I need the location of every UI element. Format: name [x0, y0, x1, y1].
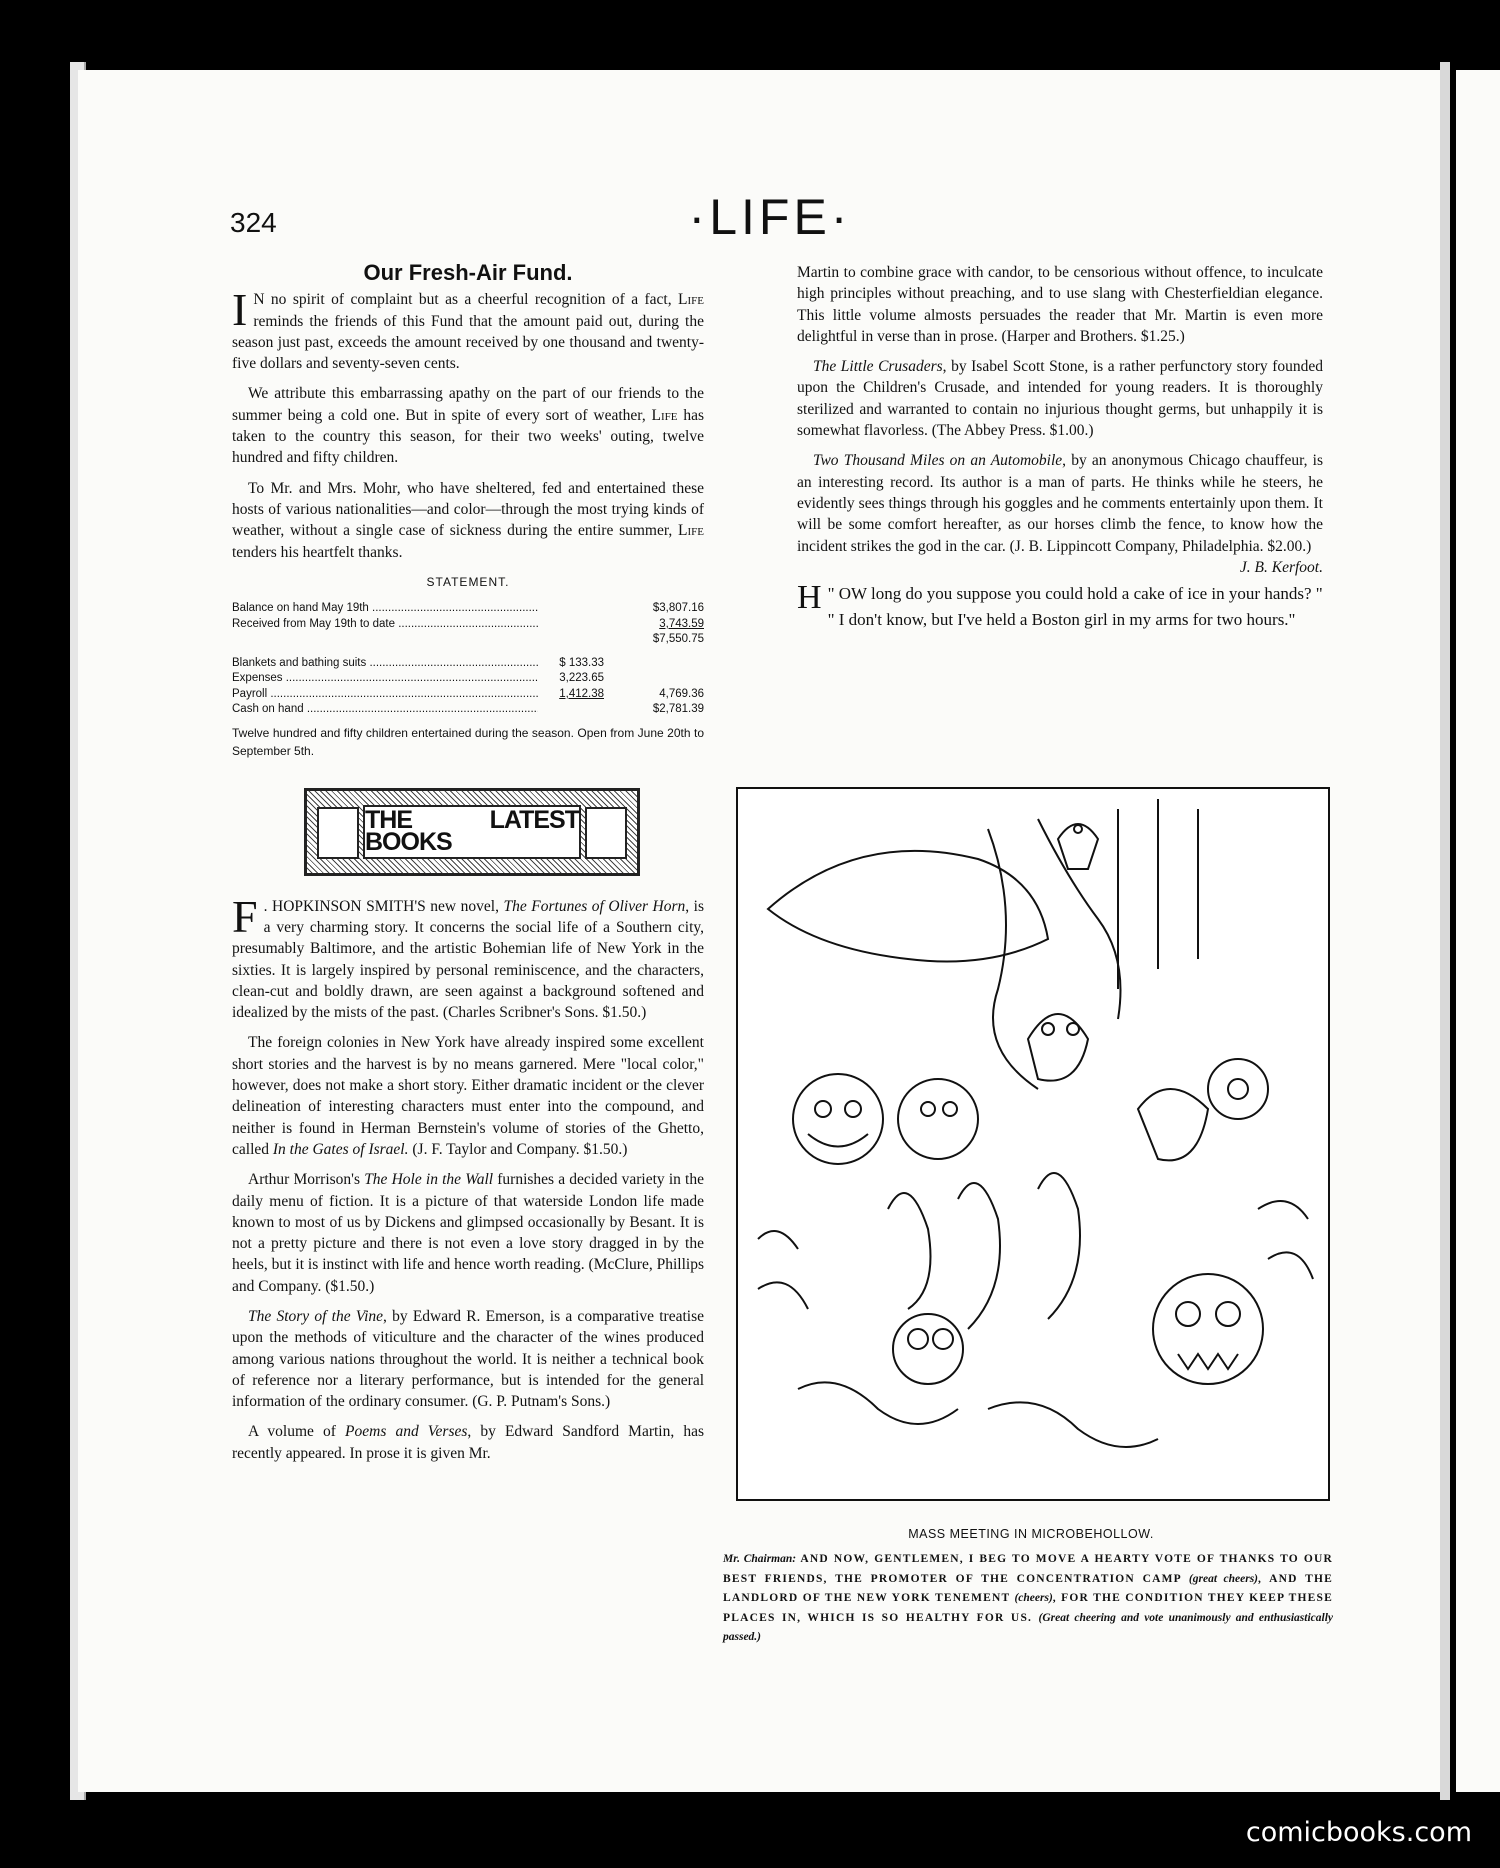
joke-question	[797, 578, 1323, 616]
text: , is a very charming story. It concerns the social life of a Southern city, presumably Baltimore, and the artistic Bohemian life of New York in the sixties. It is largely inspired by personal reminiscence, and the characters, clean-cut and boldly drawn, are seen against a background softened and idealized by the mists of the past. (Charles Scribner's Sons. $1.50.)	[232, 897, 704, 1022]
book-title: In the Gates of Israel.	[272, 1140, 409, 1158]
ledger-amount: 3,223.65	[559, 672, 604, 685]
statement-note: Twelve hundred and fifty children entertained during the season. Open from June 20th to September 5th.	[232, 725, 704, 758]
watermark: comicbooks.com	[1245, 1817, 1472, 1848]
joke	[797, 578, 1323, 631]
speaker: Mr. Chairman:	[723, 1553, 797, 1565]
latest-books-banner	[304, 788, 640, 876]
text: (J. F. Taylor and Company. $1.50.)	[408, 1140, 628, 1158]
book-review-4	[232, 1306, 704, 1412]
drop-cap: F	[232, 890, 258, 942]
banner-title: THE LATEST BOOKS	[363, 805, 581, 859]
text: AND NOW, GENTLEMEN, I BEG TO MOVE A HEARTY VOTE OF THANKS TO OUR BEST FRIENDS, THE PROMOTER OF THE CONCENTRATION CAMP	[723, 1553, 1334, 1585]
ledger-amount: 1,412.38	[559, 687, 604, 700]
text: tenders his heartfelt thanks.	[232, 543, 403, 561]
text: Arthur Morrison's	[248, 1171, 365, 1189]
text: , FOR THE CONDITION THEY KEEP THESE PLACES IN, WHICH IS SO HEALTHY FOR US.	[723, 1592, 1333, 1624]
ledger-label: Cash on hand .....	[232, 702, 538, 718]
text: OW long do you suppose you could hold a cake of ice in your hands? "	[838, 583, 1323, 603]
text: (cheers)	[1014, 1592, 1053, 1604]
book-title: Two Thousand Miles on an Automobile	[813, 452, 1063, 470]
statement-title: STATEMENT.	[426, 574, 510, 589]
text: , AND THE LANDLORD OF THE NEW YORK TENEMENT	[723, 1572, 1333, 1604]
right-column	[797, 262, 1323, 635]
fund-title: Our Fresh-Air Fund.	[363, 260, 573, 285]
fund-paragraph-3	[232, 478, 704, 563]
ledger-amount: $ 133.33	[559, 656, 604, 669]
masthead: ·LIFE·	[688, 189, 852, 245]
book-icon	[317, 807, 359, 859]
fund-paragraph-1	[232, 284, 704, 374]
text: (great cheers)	[1188, 1572, 1258, 1585]
book-review-3	[232, 1169, 704, 1297]
ledger-label: Blankets and bathing suits .....	[232, 656, 538, 672]
ledger-amount	[538, 632, 604, 648]
reviewer-signature: J. B. Kerfoot.	[1239, 558, 1323, 576]
page-number: 324	[230, 207, 277, 238]
ledger-total: 4,769.36	[659, 687, 704, 700]
cartoon-caption	[723, 1550, 1333, 1648]
text: "	[827, 583, 839, 603]
ledger-row	[232, 702, 704, 718]
ledger-total: 3,743.59	[659, 617, 704, 630]
text: We attribute this embarrassing apathy on the part of our friends to the summer being a cold one. But in spite of every sort of weather,	[232, 385, 704, 424]
ledger-label: Received from May 19th to date .....	[232, 617, 538, 633]
ledger-label: Balance on hand May 19th .....	[232, 601, 538, 617]
book-review-5-continued: Martin to combine grace with candor, to be censorious without offence, to inculcate high principles without preaching, and to use slang with Chesterfieldian elegance. This little volume almosts persuades the reader that Mr. Martin is even more delightful in verse than in prose. (Harper and Brothers. $1.25.)	[797, 264, 1323, 345]
text: , by Edward Sandford Martin, has recently appeared. In prose it is given Mr.	[232, 1423, 704, 1462]
text: , by an anonymous Chicago chauffeur, is an interesting record. Its author is a man of parts. He thinks while he steers, he evidently sees things through his goggles and he comments entertainly upon them. It will be some comfort hereafter, as our horses climb the fence, to know how the incident strikes the god in the car. (J. B. Lippincott Company, Philadelphia. $2.00.)	[797, 452, 1323, 555]
book-title: The Hole in the Wall	[364, 1171, 494, 1189]
ledger-gap	[232, 648, 704, 656]
ledger-row	[232, 617, 704, 633]
ledger-total	[604, 671, 704, 687]
cartoon-title: MASS MEETING IN MICROBEHOLLOW.	[908, 1527, 1154, 1541]
book-review-7	[797, 450, 1323, 576]
text: reminds the friends of this Fund that the amount paid out, during the season just past, exceeds the amount received by one thousand and twenty-five dollars and seventy-seven cents.	[232, 312, 704, 373]
book-review-1	[232, 890, 704, 1024]
book-icon	[585, 807, 627, 859]
ledger-label: Payroll .....	[232, 687, 538, 703]
book-review-2	[232, 1032, 704, 1160]
text: furnishes a decided variety in the daily menu of fiction. It is a picture of that waterside London life made known to most of us by Dickens and glimpsed occasionally by Besant. It is not a pretty picture and there is not even a love story dragged in by the heels, but it is instinct with life and hence worth reading. (McClure, Phillips and Company. ($1.50.)	[232, 1171, 704, 1295]
cartoon-illustration	[736, 787, 1330, 1501]
life-name: Life	[678, 522, 704, 540]
left-column	[232, 262, 704, 1473]
text: has taken to the country this season, for their two weeks' outing, twelve hundred and fifty children.	[232, 406, 704, 467]
text: To Mr. and Mrs. Mohr, who have sheltered, fed and entertained these hosts of various nationalities—and color—through the most trying kinds of weather, without a single case of sickness during the entire summer,	[232, 479, 704, 540]
ledger-amount	[538, 601, 604, 617]
ledger-row	[232, 656, 704, 672]
life-name: Life	[678, 291, 704, 309]
text: A volume of	[248, 1423, 346, 1441]
statement-ledger	[232, 601, 704, 718]
text: , by Edward R. Emerson, is a comparative treatise upon the methods of viticulture and the character of the wines produced among various nations throughout the world. It is neither a technical book of reference nor a literary performance, but is intended for the general information of the ordinary consumer. (G. P. Putnam's Sons.)	[232, 1308, 704, 1411]
ledger-total: $2,781.39	[652, 703, 704, 716]
ledger-amount	[538, 702, 604, 718]
ledger-total	[604, 656, 704, 672]
fund-paragraph-2	[232, 383, 704, 468]
book-review-6	[797, 356, 1323, 441]
text: , by Isabel Scott Stone, is a rather perfunctory story founded upon the Children's Crusade, and intended for young readers. It is thoroughly sterilized and warranted to contain no injurious thought germs, but unhappily it is somewhat flavorless. (The Abbey Press. $1.00.)	[797, 358, 1323, 440]
ledger-amount	[538, 617, 604, 633]
next-page-sliver	[1456, 70, 1500, 1792]
text: The foreign colonies in New York have already inspired some excellent short stories and the harvest is by no means garnered. Mere "local color," however, does not make a short story. Either dramatic incident or the clever delineation of interesting characters must enter into the compound, and neither is found in Herman Bernstein's volume of stories of the Ghetto, called	[232, 1034, 704, 1158]
ledger-total: $7,550.75	[652, 633, 704, 646]
text: N no spirit of complaint but as a cheerful recognition of a fact,	[253, 291, 679, 309]
drop-cap: I	[232, 284, 248, 336]
joke-answer: " I don't know, but I've held a Boston girl in my arms for two hours."	[827, 609, 1296, 629]
ledger-row	[232, 687, 704, 703]
book-review-5	[232, 1421, 704, 1464]
microbe-cartoon	[738, 789, 1328, 1499]
ledger-row	[232, 632, 704, 648]
ledger-row	[232, 671, 704, 687]
ledger-label	[232, 632, 538, 648]
ledger-row	[232, 601, 704, 617]
book-title: The Little Crusaders	[813, 358, 943, 376]
text: . HOPKINSON SMITH'S new novel,	[263, 897, 504, 915]
book-title: The Fortunes of Oliver Horn	[503, 897, 686, 915]
drop-cap: H	[797, 578, 822, 616]
book-title: Poems and Verses	[345, 1423, 468, 1441]
ledger-label: Expenses .....	[232, 671, 538, 687]
life-name: Life	[651, 406, 678, 424]
book-title: The Story of the Vine	[248, 1308, 384, 1325]
page-right-edge	[1440, 62, 1450, 1800]
ledger-total: $3,807.16	[652, 602, 704, 615]
text: (Great cheering and vote unanimously and enthusiastically passed.)	[723, 1611, 1333, 1643]
